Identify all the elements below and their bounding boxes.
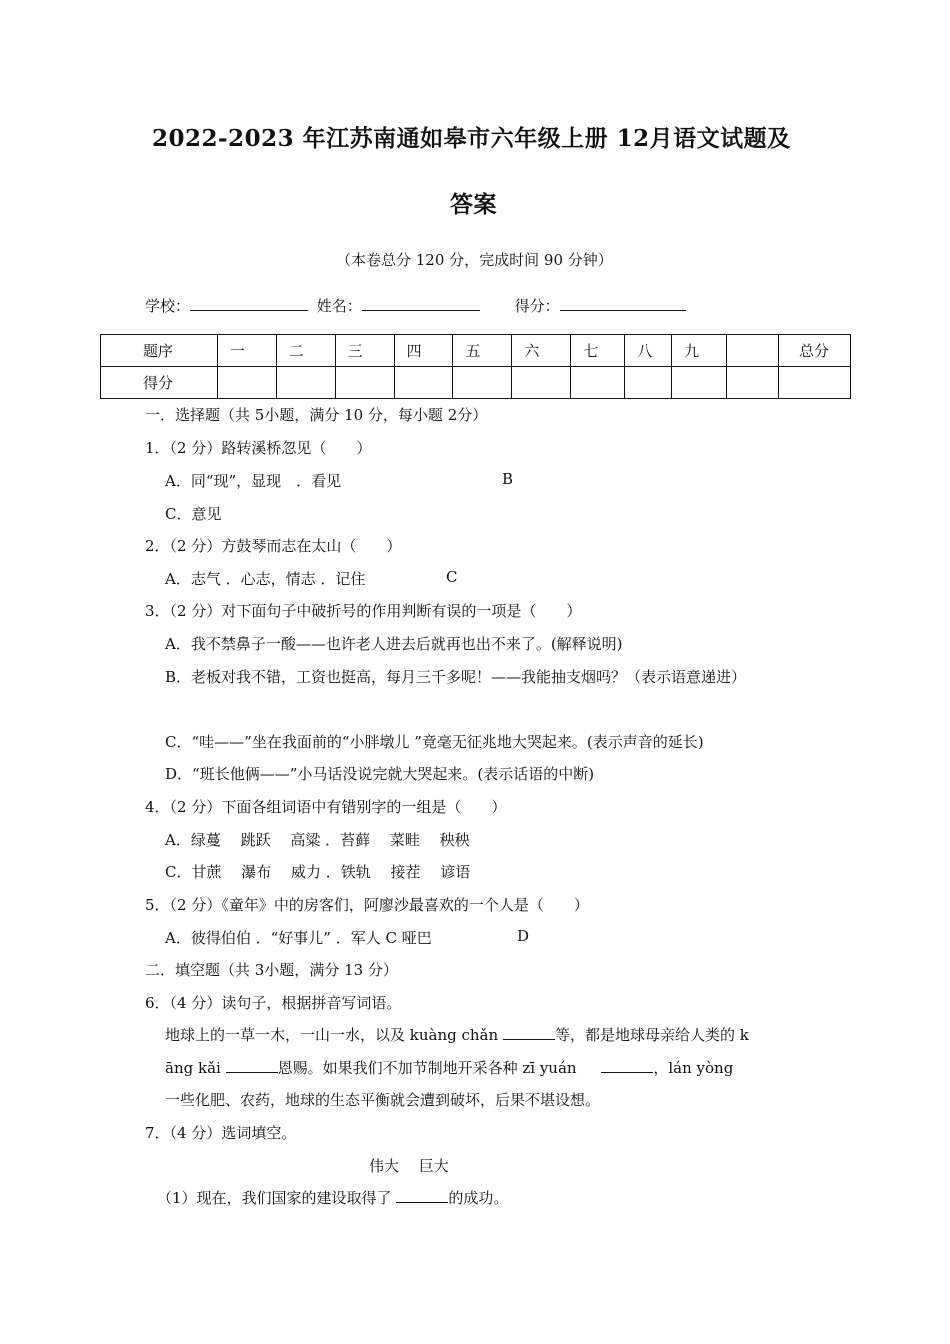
table-cell[interactable] bbox=[394, 367, 453, 399]
question-6-text: ，lán yòng bbox=[653, 1059, 734, 1077]
question-7-sentence-1 bbox=[157, 1187, 508, 1208]
score-table-score-row bbox=[101, 367, 851, 399]
question-5: 5．（2 分）《童年》中的房客们，阿廖沙最喜欢的一个人是（ ） bbox=[145, 896, 589, 914]
table-cell[interactable] bbox=[512, 367, 571, 399]
question-6-text: 等，都是地球母亲给人类的 k bbox=[554, 1026, 749, 1044]
question-3-option-d: D．“班长他俩——”小马话没说完就大哭起来。(表示话语的中断) bbox=[165, 765, 595, 783]
question-3-option-a: A．我不禁鼻子一酸——也许老人进去后就再也出不来了。(解释说明) bbox=[165, 635, 623, 653]
table-cell[interactable] bbox=[453, 367, 512, 399]
table-cell[interactable] bbox=[217, 367, 276, 399]
table-cell[interactable] bbox=[276, 367, 335, 399]
table-cell: 四 bbox=[394, 335, 453, 367]
question-7-text: 的成功。 bbox=[448, 1189, 509, 1207]
question-7-word-choices: 伟大 巨大 bbox=[369, 1157, 449, 1175]
table-cell: 六 bbox=[512, 335, 571, 367]
answer-blank[interactable] bbox=[601, 1058, 653, 1073]
table-cell: 二 bbox=[276, 335, 335, 367]
info-row bbox=[145, 295, 686, 316]
question-1: 1．（2 分）路转溪桥忽见（ ） bbox=[145, 439, 372, 457]
question-7-text: （1）现在，我们国家的建设取得了 bbox=[157, 1189, 392, 1207]
question-2-option-c: C bbox=[446, 568, 458, 586]
question-5-options: A．彼得伯伯 ．“好事儿” ．军人 C 哑巴 bbox=[165, 929, 432, 947]
question-7: 7．（4 分）选词填空。 bbox=[145, 1124, 297, 1142]
answer-blank[interactable] bbox=[396, 1188, 448, 1203]
name-blank[interactable] bbox=[362, 296, 480, 311]
school-label: 学校： bbox=[145, 297, 191, 315]
table-cell[interactable] bbox=[335, 367, 394, 399]
question-4: 4．（2 分）下面各组词语中有错别字的一组是（ ） bbox=[145, 798, 507, 816]
question-6-text: 恩赐。如果我们不加节制地开采各种 zī yuán bbox=[277, 1059, 577, 1077]
score-table-header-row bbox=[101, 335, 851, 367]
question-6-text: āng kǎi bbox=[165, 1059, 221, 1077]
table-cell[interactable] bbox=[672, 367, 727, 399]
table-cell[interactable] bbox=[778, 367, 850, 399]
subtitle: （本卷总分 120 分，完成时间 90 分钟） bbox=[336, 251, 613, 269]
table-cell: 五 bbox=[453, 335, 512, 367]
answer-blank[interactable] bbox=[503, 1025, 555, 1040]
question-4-option-a: A．绿蔓 跳跃 高粱 ．苔藓 菜畦 秧秧 bbox=[165, 831, 470, 849]
question-2-options: A．志气 ．心志，情志 ．记住 bbox=[165, 570, 366, 588]
table-cell: 总分 bbox=[778, 335, 850, 367]
table-cell: 七 bbox=[571, 335, 625, 367]
section-1-heading: 一．选择题（共 5小题，满分 10 分，每小题 2分） bbox=[145, 406, 488, 424]
table-cell bbox=[727, 335, 779, 367]
title-line-1: 2022-2023 年江苏南通如皋市六年级上册 12月语文试题及 bbox=[152, 125, 791, 152]
table-cell: 得分 bbox=[101, 367, 218, 399]
table-cell: 三 bbox=[335, 335, 394, 367]
question-1-option-b: B bbox=[502, 470, 514, 488]
score-label: 得分： bbox=[514, 297, 560, 315]
question-5-option-d: D bbox=[517, 927, 530, 945]
question-3-option-b: B．老板对我不错，工资也挺高，每月三千多呢！——我能抽支烟吗？（表示语意递进） bbox=[165, 668, 747, 686]
table-cell[interactable] bbox=[571, 367, 625, 399]
question-1-option-c: C．意见 bbox=[165, 505, 222, 523]
table-cell: 一 bbox=[217, 335, 276, 367]
question-3-option-c: C．“哇——”坐在我面前的“小胖墩儿 ”竟毫无征兆地大哭起来。(表示声音的延长) bbox=[165, 733, 704, 751]
name-label: 姓名： bbox=[316, 297, 362, 315]
school-blank[interactable] bbox=[190, 296, 308, 311]
section-2-heading: 二．填空题（共 3小题，满分 13 分） bbox=[145, 961, 398, 979]
question-6-line-3: 一些化肥、农药，地球的生态平衡就会遭到破坏，后果不堪设想。 bbox=[165, 1091, 601, 1109]
score-blank[interactable] bbox=[560, 296, 686, 311]
title-line-2: 答案 bbox=[450, 191, 497, 218]
question-6-text: 地球上的一草一木，一山一水，以及 kuàng chǎn bbox=[165, 1026, 499, 1044]
question-4-option-c: C．甘蔗 瀑布 威力 ．铁轨 接茬 谚语 bbox=[165, 863, 471, 881]
question-1-option-a: A．同“现”，显现 ．看见 bbox=[165, 472, 342, 490]
question-2: 2．（2 分）方鼓琴而志在太山（ ） bbox=[145, 537, 402, 555]
question-6: 6．（4 分）读句子，根据拼音写词语。 bbox=[145, 994, 402, 1012]
table-cell: 九 bbox=[672, 335, 727, 367]
table-cell[interactable] bbox=[727, 367, 779, 399]
table-cell: 题序 bbox=[101, 335, 218, 367]
score-table bbox=[100, 334, 851, 399]
table-cell: 八 bbox=[625, 335, 672, 367]
answer-blank[interactable] bbox=[226, 1058, 278, 1073]
question-3: 3．（2 分）对下面句子中破折号的作用判断有误的一项是（ ） bbox=[145, 602, 582, 620]
question-6-line-2 bbox=[165, 1057, 733, 1078]
question-6-line-1 bbox=[165, 1024, 749, 1045]
table-cell[interactable] bbox=[625, 367, 672, 399]
